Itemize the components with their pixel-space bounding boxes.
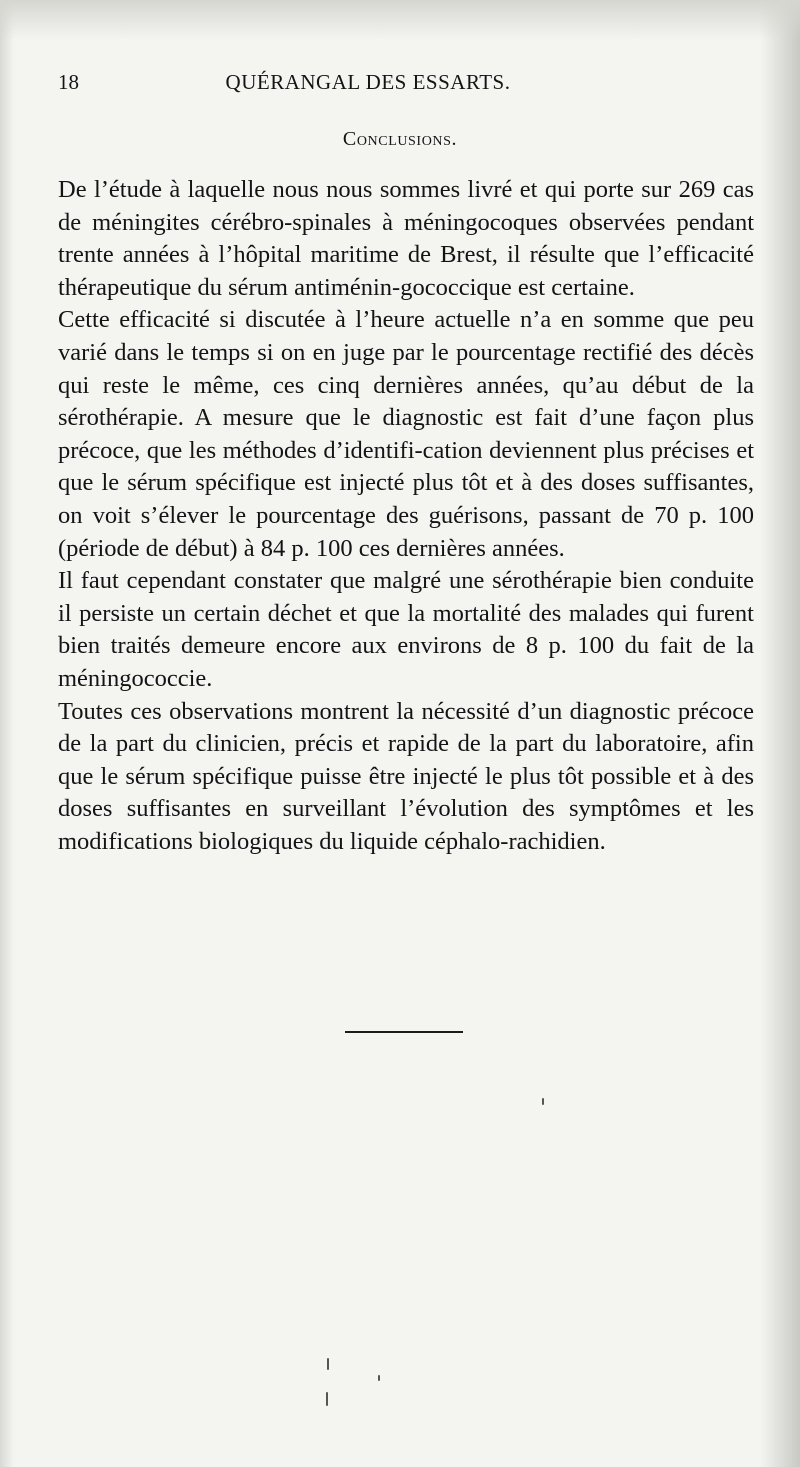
- page-number: 18: [58, 70, 79, 94]
- paragraph-3: Il faut cependant constater que malgré une sérothérapie bien conduite il persiste un certain déchet et que la mortalité des malades qui furent bien traités demeure encore aux environs de 8 p. 100 du fait de la méningococcie.: [58, 567, 754, 692]
- running-title: QUÉRANGAL DES ESSARTS.: [225, 70, 511, 94]
- section-title: Conclusions.: [342, 128, 458, 150]
- running-head: [58, 70, 748, 100]
- paragraph-1: De l’étude à laquelle nous nous sommes livré et qui porte sur 269 cas de méningites cérébro-spinales à méningocoques observées pendant trente années à l’hôpital maritime de Brest, il résulte que l’efficacité thérapeutique du sérum antiménin-gococcique est certaine.: [58, 176, 754, 301]
- page-edge-shadow-top: [0, 0, 800, 40]
- scan-speck: [542, 1098, 544, 1105]
- scan-speck: [378, 1375, 380, 1381]
- body-text: [58, 174, 754, 858]
- paragraph-2: Cette efficacité si discutée à l’heure actuelle n’a en somme que peu varié dans le temps si on en juge par le pourcentage rectifié des décès qui reste le même, ces cinq dernières années, qu’au début de la sérothérapie. A mesure que le diagnostic est fait d’une façon plus précoce, que les méthodes d’identifi-cation deviennent plus précises et que le sérum spécifique est injecté plus tôt et à des doses suffisantes, on voit s’élever le pourcentage des guérisons, passant de 70 p. 100 (période de début) à 84 p. 100 ces dernières années.: [58, 306, 754, 562]
- paragraph-4: Toutes ces observations montrent la nécessité d’un diagnostic précoce de la part du clinicien, précis et rapide de la part du laboratoire, afin que le sérum spécifique puisse être injecté le plus tôt possible et à des doses suffisantes en surveillant l’évolution des symptômes et les modifications biologiques du liquide céphalo-rachidien.: [58, 697, 754, 855]
- scan-speck: [326, 1392, 328, 1406]
- page-edge-shadow-right: [760, 0, 800, 1467]
- page-edge-shadow-left: [0, 0, 14, 1467]
- scan-speck: [327, 1358, 329, 1370]
- closing-rule: [345, 1031, 463, 1033]
